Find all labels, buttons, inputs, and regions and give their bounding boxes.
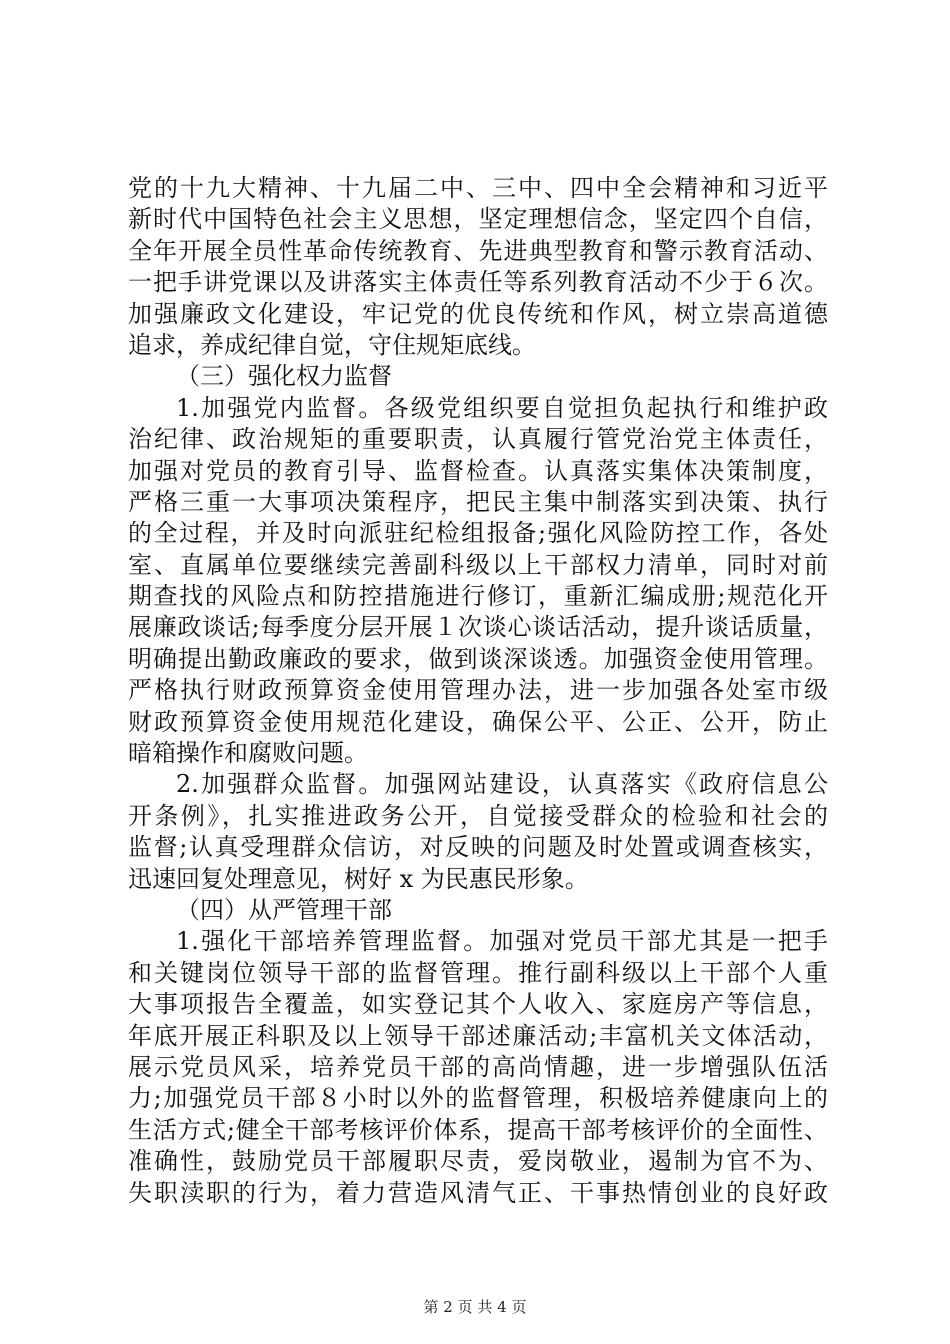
text-line: 迅速回复处理意见，树好 x 为民惠民形象。 (128, 864, 589, 893)
text-line: 严格三重一大事项决策程序，把民主集中制落实到决策、执行 (128, 487, 828, 516)
text-line: 生活方式;健全干部考核评价体系，提高干部考核评价的全面性、 (128, 1115, 828, 1144)
text-line: 年底开展正科职及以上领导干部述廉活动;丰富机关文体活动， (128, 1021, 828, 1050)
text-line: 新时代中国特色社会主义思想，坚定理想信念，坚定四个自信， (128, 205, 828, 234)
text-line: 开条例》，扎实推进政务公开，自觉接受群众的检验和社会的 (128, 801, 828, 830)
text-line: 加强对党员的教育引导、监督检查。认真落实集体决策制度， (128, 456, 828, 485)
text-line: 追求，养成纪律自觉，守住规矩底线。 (128, 330, 536, 359)
text-line: 党的十九大精神、十九届二中、三中、四中全会精神和习近平 (128, 174, 828, 202)
text-line: 展廉政谈话;每季度分层开展１次谈心谈话活动，提升谈话质量， (128, 613, 828, 642)
text-line: 1.强化干部培养管理监督。加强对党员干部尤其是一把手 (176, 927, 828, 956)
text-line: 治纪律、政治规矩的重要职责，认真履行管党治党主体责任， (128, 425, 828, 454)
text-line: 2.加强群众监督。加强网站建设，认真落实《政府信息公 (176, 770, 828, 799)
text-line: 加强廉政文化建设，牢记党的优良传统和作风，树立崇高道德 (128, 299, 828, 328)
text-line: 准确性，鼓励党员干部履职尽责，爱岗敬业，遏制为官不为、 (128, 1147, 828, 1176)
page-number-footer: 第 2 页 共 4 页 (423, 1298, 527, 1316)
document-body (128, 173, 828, 1209)
text-line: 的全过程，并及时向派驻纪检组报备;强化风险防控工作，各处 (128, 519, 828, 548)
text-line: 财政预算资金使用规范化建设，确保公平、公正、公开，防止 (128, 707, 828, 736)
text-line: 期查找的风险点和防控措施进行修订，重新汇编成册;规范化开 (128, 582, 828, 611)
text-line: 和关键岗位领导干部的监督管理。推行副科级以上干部个人重 (128, 958, 828, 987)
text-line: 展示党员风采，培养党员干部的高尚情趣，进一步增强队伍活 (128, 1052, 828, 1081)
text-line: 全年开展全员性革命传统教育、先进典型教育和警示教育活动、 (128, 236, 828, 265)
text-line: 力;加强党员干部８小时以外的监督管理，积极培养健康向上的 (128, 1084, 828, 1113)
text-line: 大事项报告全覆盖，如实登记其个人收入、家庭房产等信息， (128, 990, 828, 1019)
text-line: 失职渎职的行为，着力营造风清气正、干事热情创业的良好政 (128, 1178, 828, 1207)
text-line: 严格执行财政预算资金使用管理办法，进一步加强各处室市级 (128, 676, 828, 705)
text-line: 明确提出勤政廉政的要求，做到谈深谈透。加强资金使用管理。 (128, 644, 828, 673)
text-line: 一把手讲党课以及讲落实主体责任等系列教育活动不少于６次。 (128, 268, 828, 297)
text-line: 暗箱操作和腐败问题。 (128, 739, 368, 768)
text-line: 监督;认真受理群众信访，对反映的问题及时处置或调查核实， (128, 833, 828, 862)
section-heading: （三）强化权力监督 (176, 362, 392, 391)
text-line: 1.加强党内监督。各级党组织要自觉担负起执行和维护政 (176, 393, 828, 422)
section-heading: （四）从严管理干部 (176, 895, 392, 924)
text-line: 室、直属单位要继续完善副科级以上干部权力清单，同时对前 (128, 550, 828, 579)
